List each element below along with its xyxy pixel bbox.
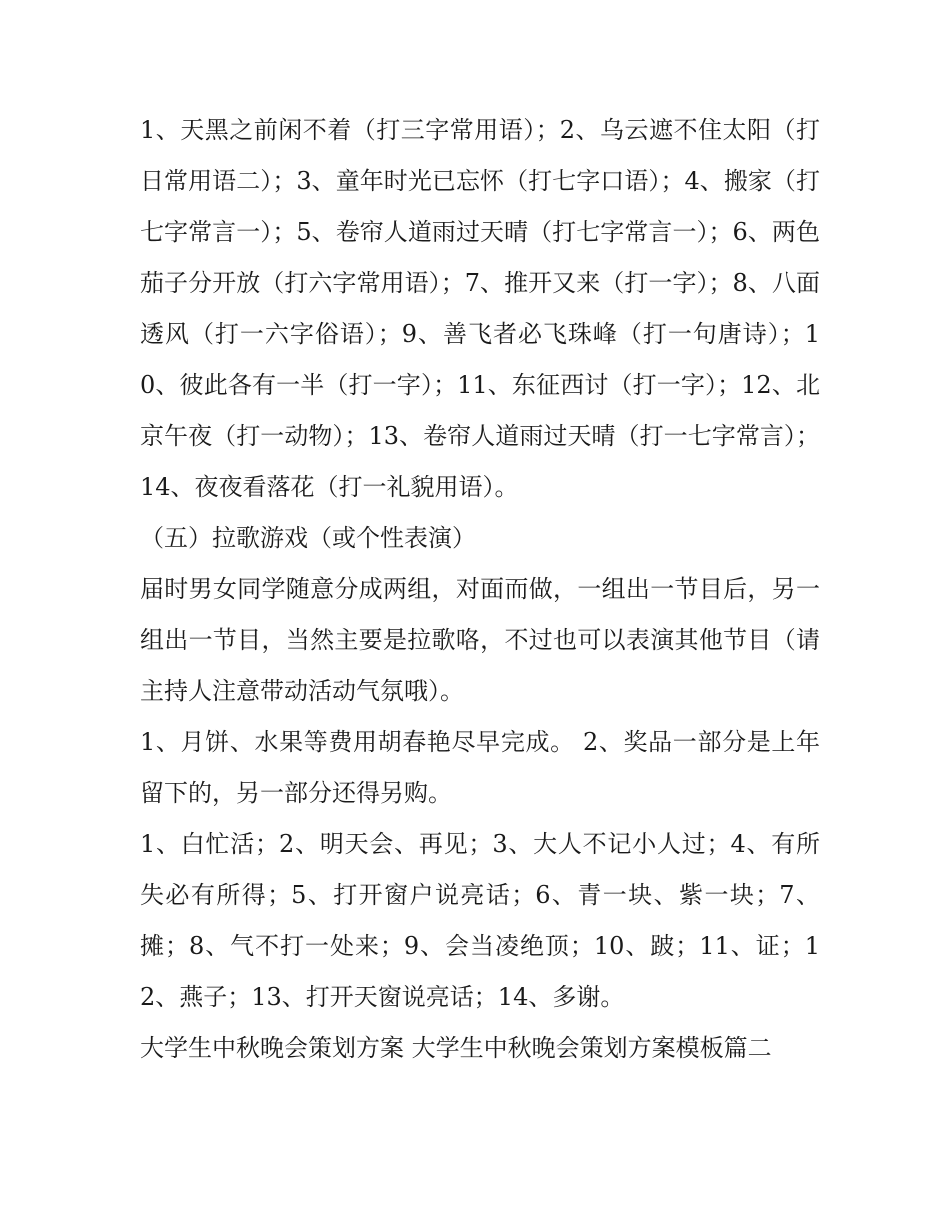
notes-paragraph: 1、月饼、水果等费用胡春艳尽早完成。 2、奖品一部分是上年留下的，另一部分还得另购。 [140, 728, 820, 807]
next-section-title: 大学生中秋晚会策划方案 大学生中秋晚会策划方案模板篇二 [140, 1034, 772, 1062]
song-game-description-paragraph: 届时男女同学随意分成两组，对面而做，一组出一节目后，另一组出一节目，当然主要是拉歌咯，不过也可以表演其他节目（请主持人注意带动活动气氛哦）。 [140, 575, 820, 705]
riddle-answers-paragraph: 1、白忙活；2、明天会、再见；3、大人不记小人过；4、有所失必有所得；5、打开窗户说亮话；6、青一块、紫一块；7、摊；8、气不打一处来；9、会当凌绝顶；10、跛；11、证；12、燕子；13、打开天窗说亮话；14、多谢。 [140, 830, 820, 1011]
riddle-questions-paragraph: 1、天黑之前闲不着（打三字常用语）；2、乌云遮不住太阳（打日常用语二）；3、童年时光已忘怀（打七字口语）；4、搬家（打七字常言一）；5、卷帘人道雨过天晴（打七字常言一）；6、两色茄子分开放（打六字常用语）；7、推开又来（打一字）；8、八面透风（打一六字俗语）；9、善飞者必飞珠峰（打一句唐诗）；10、彼此各有一半（打一字）；11、东征西讨（打一字）；12、北京午夜（打一动物）；13、卷帘人道雨过天晴（打一七字常言）；14、夜夜看落花（打一礼貌用语）。 [140, 116, 820, 501]
document-page [140, 105, 820, 1074]
section-heading-song-game: （五）拉歌游戏（或个性表演） [140, 524, 476, 552]
